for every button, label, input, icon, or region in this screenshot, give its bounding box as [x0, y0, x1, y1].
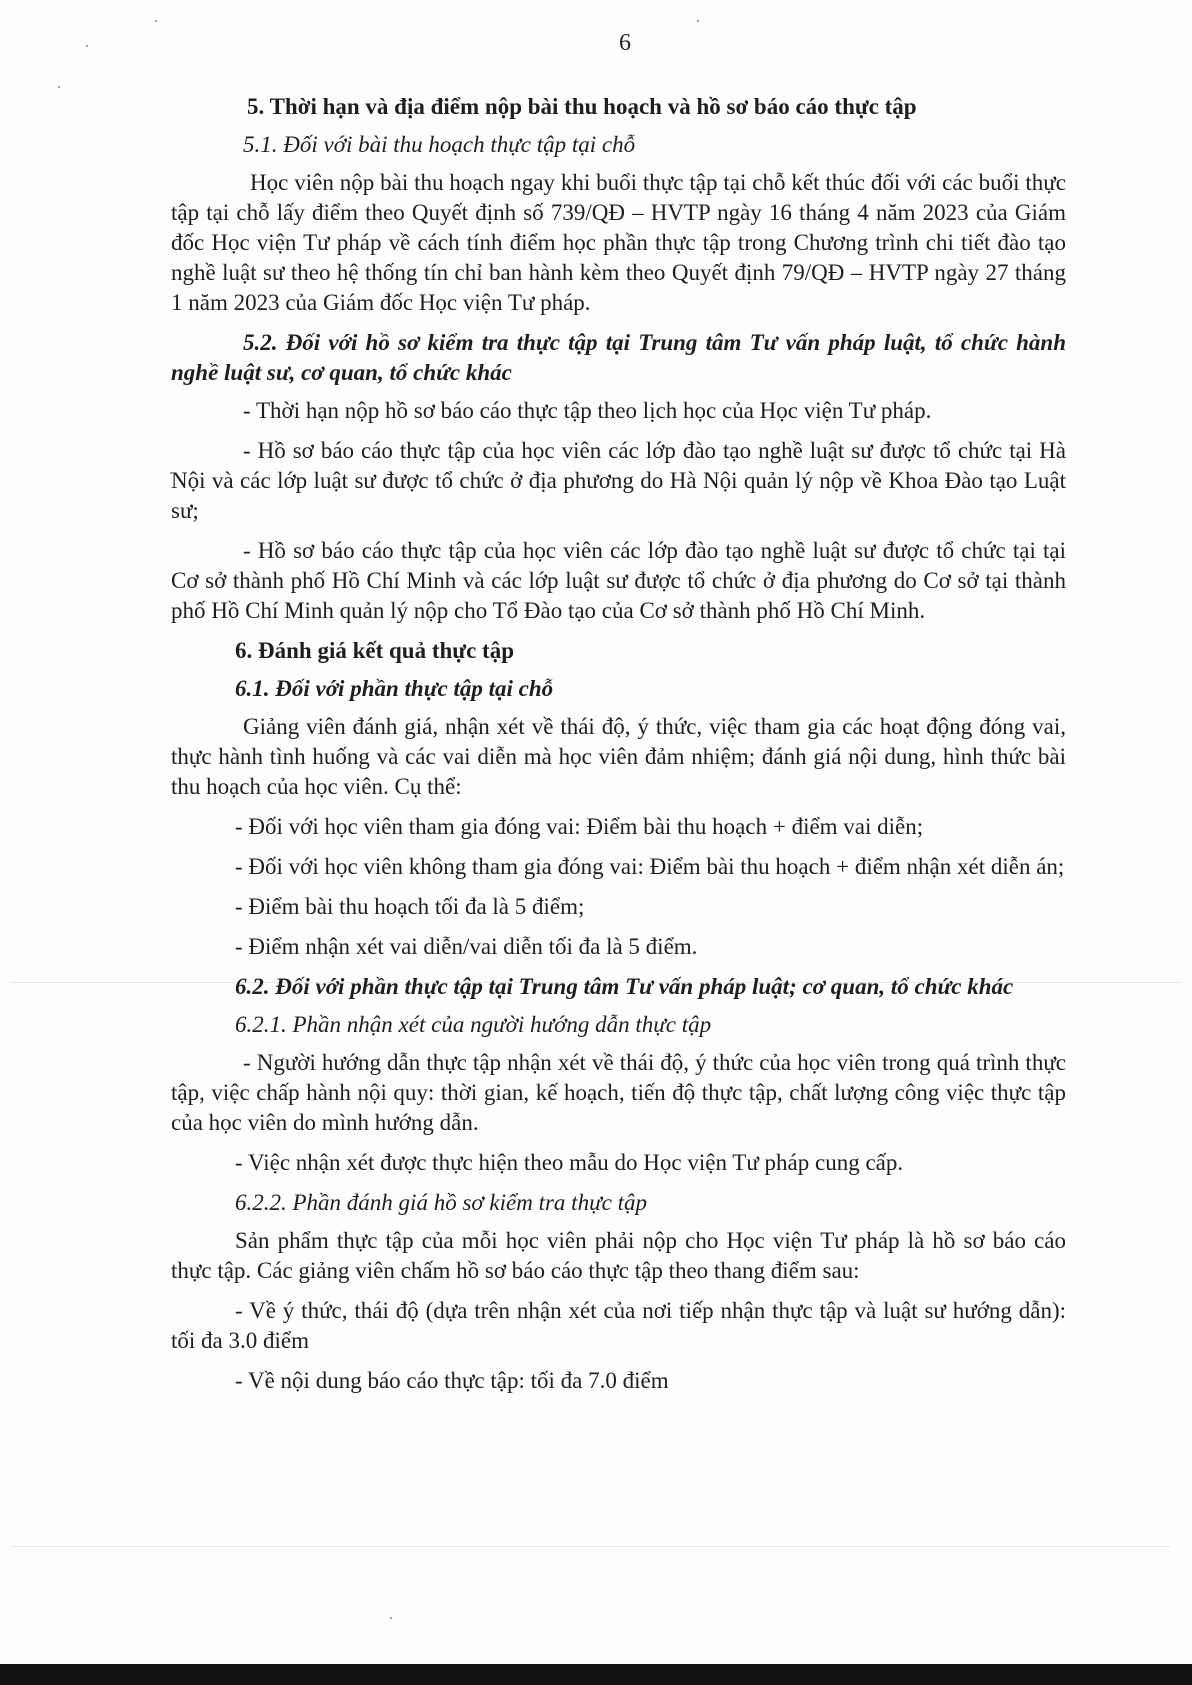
- paragraph-supervisor-comment: - Người hướng dẫn thực tập nhận xét về thái độ, ý thức của học viên trong quá trình thực tập, việc chấp hành nội quy: thời gian, kế hoạch, tiến độ thực tập, chất lượng công việc thực tập của học viên do mình hướng dẫn.: [171, 1050, 1066, 1135]
- paragraph-comment-form: - Việc nhận xét được thực hiện theo mẫu do Học viện Tư pháp cung cấp.: [235, 1150, 904, 1175]
- scan-speck: [697, 20, 699, 22]
- paragraph-content-score: - Về nội dung báo cáo thực tập: tối đa 7.0 điểm: [235, 1368, 669, 1393]
- subsection-heading-6-2-1: 6.2.1. Phần nhận xét của người hướng dẫn thực tập: [235, 1012, 712, 1037]
- section-heading-6: 6. Đánh giá kết quả thực tập: [235, 638, 514, 663]
- scan-bottom-edge: [0, 1664, 1192, 1685]
- subsection-heading-6-2: 6.2. Đối với phần thực tập tại Trung tâm Tư vấn pháp luật; cơ quan, tổ chức khác: [235, 974, 1014, 999]
- paragraph-deadline: - Thời hạn nộp hồ sơ báo cáo thực tập theo lịch học của Học viện Tư pháp.: [243, 398, 932, 423]
- scan-artifact-line: [10, 1546, 1170, 1547]
- scan-speck: [390, 1617, 392, 1619]
- subsection-heading-6-1: 6.1. Đối với phần thực tập tại chỗ: [235, 676, 554, 701]
- subsection-heading-6-2-2: 6.2.2. Phần đánh giá hồ sơ kiểm tra thực tập: [235, 1190, 647, 1215]
- paragraph-6-1-body: Giảng viên đánh giá, nhận xét về thái độ, ý thức, việc tham gia các hoạt động đóng vai, thực hành tình huống và các vai diễn mà học viên đảm nhiệm; đánh giá nội dung, hình thức bài thu hoạch của học viên. Cụ thể:: [171, 714, 1066, 799]
- scan-speck: [58, 86, 60, 88]
- paragraph-role-play: - Đối với học viên tham gia đóng vai: Điểm bài thu hoạch + điểm vai diễn;: [235, 814, 924, 839]
- paragraph-product-submission: Sản phẩm thực tập của mỗi học viên phải nộp cho Học viện Tư pháp là hồ sơ báo cáo thực tập. Các giảng viên chấm hồ sơ báo cáo thực tập theo thang điểm sau:: [171, 1228, 1066, 1283]
- paragraph-hcmc-submission: - Hồ sơ báo cáo thực tập của học viên các lớp đào tạo nghề luật sư được tổ chức tại tại Cơ sở thành phố Hồ Chí Minh và các lớp luật sư được tổ chức ở địa phương do Cơ sở tại thành phố Hồ Chí Minh quản lý nộp cho Tổ Đào tạo của Cơ sở thành phố Hồ Chí Minh.: [171, 538, 1066, 623]
- subsection-heading-5-2: 5.2. Đối với hồ sơ kiểm tra thực tập tại Trung tâm Tư vấn pháp luật, tổ chức hành nghề luật sư, cơ quan, tổ chức khác: [171, 330, 1066, 385]
- paragraph-attitude-score: - Về ý thức, thái độ (dựa trên nhận xét của nơi tiếp nhận thực tập và luật sư hướng dẫn): tối đa 3.0 điểm: [171, 1298, 1066, 1353]
- paragraph-5-1-body: Học viên nộp bài thu hoạch ngay khi buổi thực tập tại chỗ kết thúc đối với các buổi thực tập tại chỗ lấy điểm theo Quyết định số 739/QĐ – HVTP ngày 16 tháng 4 năm 2023 của Giám đốc Học viện Tư pháp về cách tính điểm học phần thực tập trong Chương trình chi tiết đào tạo nghề luật sư theo hệ thống tín chỉ ban hành kèm theo Quyết định 79/QĐ – HVTP ngày 27 tháng 1 năm 2023 của Giám đốc Học viện Tư pháp.: [171, 170, 1066, 315]
- document-body: [171, 92, 1066, 1406]
- page-number: 6: [619, 30, 631, 56]
- section-heading-5: 5. Thời hạn và địa điểm nộp bài thu hoạch và hồ sơ báo cáo thực tập: [247, 94, 917, 119]
- paragraph-hanoi-submission: - Hồ sơ báo cáo thực tập của học viên các lớp đào tạo nghề luật sư được tổ chức tại Hà Nội và các lớp luật sư được tổ chức ở địa phương do Hà Nội quản lý nộp về Khoa Đào tạo Luật sư;: [171, 438, 1066, 523]
- paragraph-report-score: - Điểm bài thu hoạch tối đa là 5 điểm;: [235, 894, 585, 919]
- scan-speck: [155, 20, 157, 22]
- paragraph-comment-score: - Điểm nhận xét vai diễn/vai diễn tối đa là 5 điểm.: [235, 934, 698, 959]
- paragraph-no-role-play: - Đối với học viên không tham gia đóng vai: Điểm bài thu hoạch + điểm nhận xét diễn án;: [235, 854, 1065, 879]
- subsection-heading-5-1: 5.1. Đối với bài thu hoạch thực tập tại chỗ: [243, 132, 636, 157]
